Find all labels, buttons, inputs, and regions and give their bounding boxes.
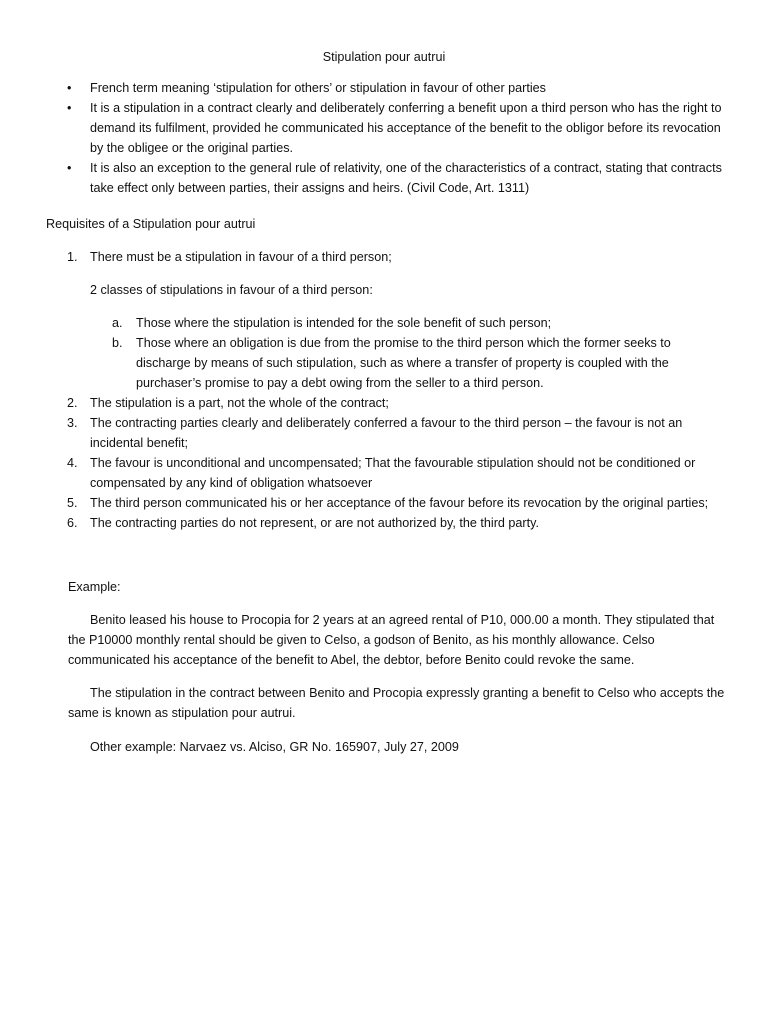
example-paragraph: Benito leased his house to Procopia for 2 years at an agreed rental of P10, 000.00 a month. They stipulated that the P10000 monthly rental should be given to Celso, a godson of Benito, as his monthly allowance. Celso communicated his acceptance of the benefit to Abel, the debtor, before Benito could revoke the same. [68,613,715,667]
bullet-text: French term meaning ‘stipulation for others’ or stipulation in favour of other parties [90,81,546,95]
bullet-text: It is also an exception to the general rule of relativity, one of the characteristics of a contract, stating that contracts take effect only between parties, their assigns and heirs. (Civil Code, Art. 1311) [90,161,722,195]
class-item [90,313,726,333]
example-paragraph: The stipulation in the contract between Benito and Procopia expressly granting a benefit to Celso who accepts the same is known as stipulation pour autrui. [68,686,725,720]
bullet-item [46,98,726,158]
requisite-number: 6. [67,516,78,530]
requisite-item [46,453,726,493]
requisite-number: 5. [67,496,78,510]
other-example: Other example: Narvaez vs. Alciso, GR No. 165907, July 27, 2009 [90,740,459,754]
classes-list [90,313,726,393]
example-label: Example: [68,580,121,594]
class-text: Those where the stipulation is intended for the sole benefit of such person; [136,316,552,330]
requisites-list [46,247,726,533]
requisite-number: 3. [67,416,78,430]
requisite-text: The contracting parties clearly and deliberately conferred a favour to the third person – the favour is not an incidental benefit; [90,416,683,450]
bullet-marker: • [67,81,72,95]
requisite-number: 2. [67,396,78,410]
bullet-item [46,78,726,98]
bullet-marker: • [67,101,72,115]
bullet-marker: • [67,161,72,175]
requisite-item [46,493,726,513]
class-letter: b. [112,336,123,350]
document-title: Stipulation pour autrui [322,50,446,64]
requisite-item [46,513,726,533]
requisite-item [46,393,726,413]
classes-intro: 2 classes of stipulations in favour of a third person: [90,283,373,297]
requisite-item [46,413,726,453]
definition-bullets [46,78,726,198]
requisite-text: There must be a stipulation in favour of a third person; [90,250,392,264]
requisite-item [46,247,726,393]
requisite-number: 4. [67,456,78,470]
class-text: Those where an obligation is due from the promise to the third person which the former seeks to discharge by means of such stipulation, such as where a transfer of property is coupled with the purchaser’s promise to pay a debt owing from the seller to a third person. [136,336,671,390]
requisite-text: The favour is unconditional and uncompensated; That the favourable stipulation should not be conditioned or compensated by any kind of obligation whatsoever [90,456,696,490]
requisite-text: The stipulation is a part, not the whole of the contract; [90,396,389,410]
requisite-number: 1. [67,250,78,264]
bullet-text: It is a stipulation in a contract clearly and deliberately conferring a benefit upon a third person who has the right to demand its fulfilment, provided he communicated his acceptance of the benefit to the obligor before its revocation by the obligee or the original parties. [90,101,722,155]
bullet-item [46,158,726,198]
requisite-text: The third person communicated his or her acceptance of the favour before its revocation by the original parties; [90,496,709,510]
requisite-text: The contracting parties do not represent, or are not authorized by, the third party. [90,516,539,530]
class-letter: a. [112,316,123,330]
requisites-heading: Requisites of a Stipulation pour autrui [46,217,256,231]
class-item [90,333,726,393]
